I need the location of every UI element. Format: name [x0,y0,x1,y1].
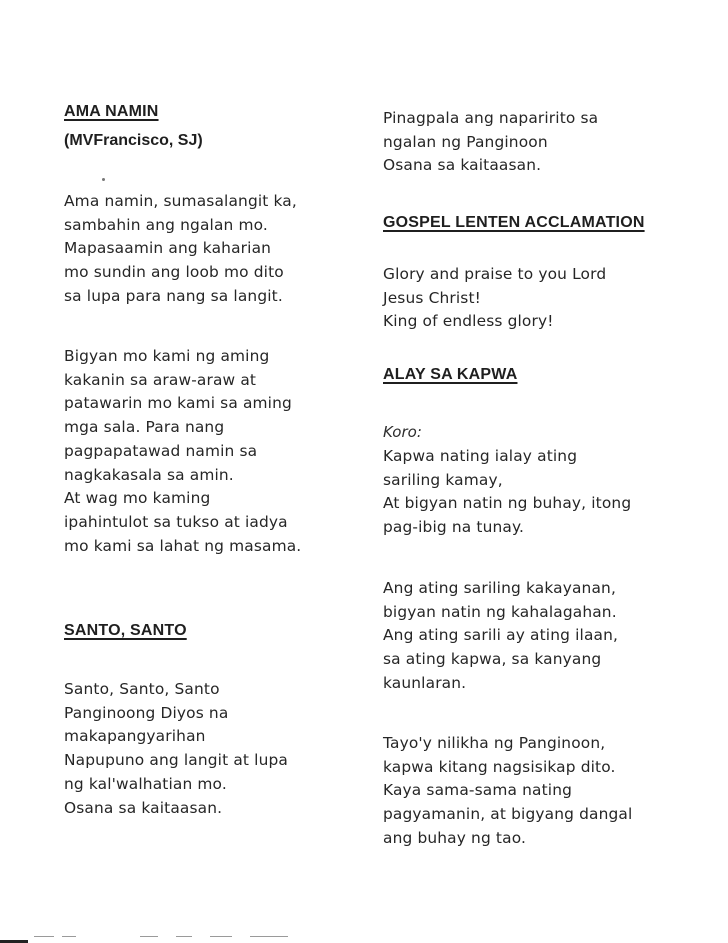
verse-line: pagyamanin, at bigyang dangal [383,805,633,824]
verse-line: At wag mo kaming [64,489,211,508]
verse-line: patawarin mo kami sa aming [64,394,292,413]
verse-line: At bigyan natin ng buhay, itong [383,494,632,513]
verse-line: kakanin sa araw-araw at [64,370,257,389]
gospel-stanza [383,263,606,334]
verse-line: pagpapatawad namin sa [64,441,258,460]
scan-dash [140,936,158,937]
verse-line: mo kami sa lahat ng masama. [64,536,302,555]
verse-line: Kaya sama-sama nating [383,781,573,800]
ama-namin-stanza-1 [64,190,297,309]
verse-line: nagkakasala sa amin. [64,465,234,484]
alay-title: ALAY SA KAPWA [383,366,518,383]
scan-dash [62,936,76,937]
gospel-title: GOSPEL LENTEN ACCLAMATION [383,214,645,231]
verse-line: kapwa kitang nagsisikap dito. [383,757,616,776]
verse-line: sa lupa para nang sa langit. [64,286,283,305]
ama-namin-stanza-2 [64,345,301,558]
alay-stanza-1 [383,577,618,696]
verse-line: mo sundin ang loob mo dito [64,263,284,282]
ama-namin-title: AMA NAMIN [64,103,159,120]
scan-dash [176,936,192,937]
verse-line: bigyan natin ng kahalagahan. [383,602,617,621]
verse-line: ipahintulot sa tukso at iadya [64,512,288,531]
verse-line: Ama namin, sumasalangit ka, [64,192,297,210]
verse-line: kaunlaran. [383,673,467,692]
koro-label: Koro: [383,423,422,441]
verse-line: sambahin ang ngalan mo. [64,215,268,234]
verse-line: pag-ibig na tunay. [383,518,525,537]
alay-stanza-2 [383,732,632,851]
verse-line: Jesus Christ! [383,288,481,307]
verse-line: Glory and praise to you Lord [383,265,607,283]
verse-line: Napupuno ang langit at lupa [64,751,288,770]
scan-speck [102,178,105,181]
verse-line: ngalan ng Panginoon [383,132,548,151]
verse-line: Kapwa nating ialay ating [383,447,578,465]
verse-line: Osana sa kaitaasan. [383,156,542,175]
alay-koro-stanza [383,445,631,540]
verse-line: makapangyarihan [64,727,206,746]
verse-line: Panginoong Diyos na [64,703,229,722]
santo-continued-stanza [383,107,598,178]
scan-dash [250,936,288,937]
verse-line: King of endless glory! [383,312,554,331]
verse-line: Osana sa kaitaasan. [64,798,223,817]
verse-line: Pinagpala ang naparirito sa [383,109,599,127]
santo-stanza [64,678,288,820]
verse-line: ng kal'walhatian mo. [64,774,227,793]
verse-line: ang buhay ng tao. [383,828,527,847]
verse-line: Ang ating sariling kakayanan, [383,579,616,597]
verse-line: Santo, Santo, Santo [64,680,220,698]
verse-line: Tayo'y nilikha ng Panginoon, [383,734,606,752]
verse-line: sariling kamay, [383,470,503,489]
verse-line: Bigyan mo kami ng aming [64,347,270,365]
verse-line: sa ating kapwa, sa kanyang [383,650,602,669]
verse-line: Ang ating sarili ay ating ilaan, [383,626,619,645]
scan-dash [34,936,54,937]
verse-line: mga sala. Para nang [64,418,225,437]
verse-line: Mapasaamin ang kaharian [64,239,272,258]
scan-dash [210,936,232,937]
santo-title: SANTO, SANTO [64,622,187,639]
ama-namin-author: (MVFrancisco, SJ) [64,132,203,149]
